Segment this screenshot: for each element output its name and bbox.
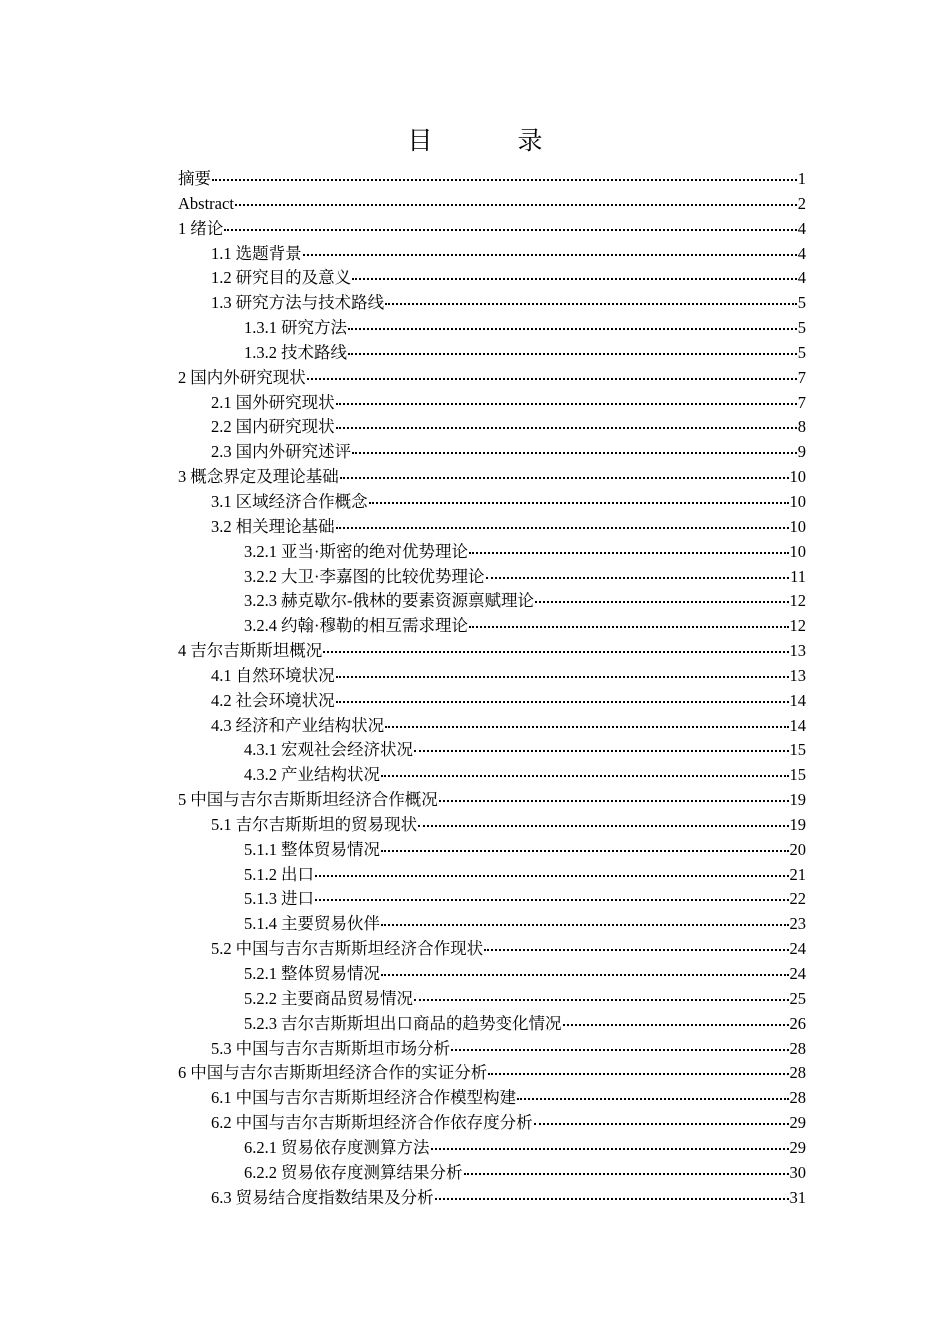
toc-entry-title: 主要贸易伙伴 — [281, 914, 380, 934]
toc-entry-number: 3.2.2 — [244, 566, 277, 586]
toc-dot-leader — [418, 825, 788, 827]
toc-entry-title: 主要商品贸易情况 — [281, 988, 413, 1008]
toc-page-number: 20 — [789, 839, 806, 859]
toc-entry[interactable] — [178, 937, 806, 962]
toc-entry[interactable] — [178, 565, 806, 590]
toc-entry[interactable] — [178, 863, 806, 888]
toc-dot-leader — [381, 924, 789, 926]
toc-entry[interactable] — [178, 639, 806, 664]
toc-dot-leader — [224, 229, 797, 231]
toc-entry[interactable] — [178, 167, 806, 192]
toc-page-number: 7 — [797, 392, 806, 412]
toc-entry-number: 1.1 — [211, 243, 232, 263]
toc-entry-title: 技术路线 — [281, 342, 347, 362]
toc-entry-title: 中国与吉尔吉斯斯坦经济合作概况 — [190, 790, 438, 810]
toc-page-number: 25 — [789, 988, 806, 1008]
toc-page-number: 14 — [789, 690, 806, 710]
toc-entry-number: 5.2.1 — [244, 964, 277, 983]
toc-entry[interactable] — [178, 838, 806, 863]
toc-page-number: 19 — [789, 814, 806, 834]
toc-entry-number: 5.2 — [211, 939, 232, 959]
toc-page-number: 10 — [789, 467, 806, 487]
toc-dot-leader — [336, 403, 797, 405]
toc-entry-title: 国外研究现状 — [235, 392, 335, 412]
toc-entry-title: 整体贸易情况 — [281, 964, 380, 983]
toc-dot-leader — [464, 1173, 789, 1175]
toc-dot-leader — [235, 204, 797, 206]
toc-dot-leader — [352, 278, 797, 280]
toc-entry-number: 5.2.3 — [244, 1013, 277, 1033]
toc-entry-title: 研究方法 — [281, 318, 347, 338]
toc-dot-leader — [323, 651, 788, 653]
toc-entry[interactable] — [178, 316, 806, 341]
toc-entry-title: 大卫·李嘉图的比较优势理论 — [281, 566, 485, 586]
toc-page-number: 29 — [789, 1137, 806, 1157]
page-title: 目 录 — [407, 128, 573, 155]
toc-dot-leader — [381, 974, 789, 976]
toc-entry[interactable] — [178, 341, 806, 366]
toc-dot-leader — [484, 949, 788, 951]
toc-entry[interactable] — [178, 664, 806, 689]
toc-page-number: 10 — [789, 516, 806, 536]
toc-page-number: 14 — [789, 715, 806, 735]
toc-dot-leader — [348, 353, 797, 355]
toc-entry-title: 研究目的及意义 — [235, 268, 352, 288]
toc-entry-number: 2.3 — [211, 442, 232, 462]
toc-entry-number: 4.2 — [211, 690, 232, 710]
toc-entry-title: 相关理论基础 — [235, 516, 335, 536]
toc-entry-number: 3.2 — [211, 516, 232, 536]
toc-page-number: 22 — [789, 889, 806, 909]
toc-entry-title: 整体贸易情况 — [281, 839, 380, 859]
toc-dot-leader — [385, 303, 797, 305]
toc-page-number: 24 — [789, 964, 806, 983]
toc-dot-leader — [488, 1073, 788, 1075]
toc-dot-leader — [307, 378, 797, 380]
toc-page-number: 10 — [789, 491, 806, 511]
toc-entry-number: 4 — [178, 641, 187, 661]
toc-page-number: 10 — [789, 541, 806, 561]
toc-page-number: 4 — [797, 218, 806, 238]
toc-dot-leader — [563, 1024, 789, 1026]
toc-entry-number: 1.2 — [211, 268, 232, 288]
toc-entry-number: 5 — [178, 790, 187, 810]
toc-entry-number: 5.1.4 — [244, 914, 277, 934]
toc-entry-title: 吉尔吉斯斯坦概况 — [190, 641, 323, 661]
toc-entry[interactable] — [178, 962, 806, 987]
toc-entry-number: 3 — [178, 467, 187, 487]
toc-entry-title: 中国与吉尔吉斯斯坦市场分析 — [235, 1038, 451, 1058]
toc-dot-leader — [336, 676, 789, 678]
toc-entry-title: 出口 — [281, 864, 314, 884]
toc-dot-leader — [303, 254, 797, 256]
toc-dot-leader — [451, 1049, 788, 1051]
toc-entry[interactable] — [178, 714, 806, 739]
toc-entry-number: 6.1 — [211, 1088, 232, 1108]
toc-entry[interactable] — [178, 912, 806, 937]
toc-entry[interactable] — [178, 1161, 806, 1186]
toc-entry[interactable] — [178, 1086, 806, 1111]
toc-entry-title: 国内研究现状 — [235, 417, 335, 437]
toc-entry-number: 5.2.2 — [244, 988, 277, 1008]
toc-page-number: 4 — [797, 268, 806, 288]
toc-page-number: 7 — [797, 367, 806, 387]
toc-entry[interactable] — [178, 987, 806, 1012]
toc-entry-title: 赫克歇尔-俄林的要素资源禀赋理论 — [281, 591, 534, 611]
toc-entry-title: 宏观社会经济状况 — [281, 740, 413, 760]
toc-dot-leader — [336, 427, 797, 429]
toc-entry[interactable] — [178, 788, 806, 813]
toc-page-number: 26 — [789, 1013, 806, 1033]
toc-entry-number: 2.1 — [211, 392, 232, 412]
toc-dot-leader — [315, 875, 789, 877]
toc-entry-title: 中国与吉尔吉斯斯坦经济合作依存度分析 — [235, 1113, 533, 1133]
toc-entry[interactable] — [178, 415, 806, 440]
toc-dot-leader — [517, 1098, 788, 1100]
toc-page-number: 12 — [789, 616, 806, 636]
toc-entry[interactable] — [178, 1111, 806, 1136]
toc-entry-number: 1 — [178, 218, 187, 238]
toc-page-number: 1 — [797, 169, 806, 188]
toc-page-number: 13 — [789, 641, 806, 661]
toc-dot-leader — [352, 452, 797, 454]
toc-entry-number: 5.3 — [211, 1038, 232, 1058]
toc-entry-number: 3.2.3 — [244, 591, 277, 611]
toc-page-number: 8 — [797, 417, 806, 437]
toc-dot-leader — [315, 899, 789, 901]
toc-entry-number: 6.2.1 — [244, 1137, 277, 1157]
toc-entry[interactable] — [178, 1037, 806, 1062]
toc-page-number: 30 — [789, 1162, 806, 1182]
toc-dot-leader — [469, 552, 789, 554]
toc-entry[interactable] — [178, 1136, 806, 1161]
toc-entry-title: 吉尔吉斯斯坦出口商品的趋势变化情况 — [281, 1013, 562, 1033]
toc-entry[interactable] — [178, 291, 806, 316]
toc-entry[interactable] — [178, 217, 806, 242]
toc-entry[interactable] — [178, 440, 806, 465]
toc-entry-title: 贸易依存度测算结果分析 — [281, 1162, 463, 1182]
toc-entry-title: 绪论 — [190, 218, 224, 238]
toc-page-number: 21 — [789, 864, 806, 884]
toc-page-number: 5 — [797, 293, 806, 313]
toc-entry-number: 5.1 — [211, 814, 232, 834]
toc-dot-leader — [534, 1123, 789, 1125]
toc-entry-title: 亚当·斯密的绝对优势理论 — [281, 541, 468, 561]
toc-entry-number: 4.3.2 — [244, 765, 277, 785]
toc-entry[interactable] — [178, 763, 806, 788]
toc-dot-leader — [414, 750, 789, 752]
toc-entry[interactable] — [178, 614, 806, 639]
toc-page-number: 15 — [789, 740, 806, 760]
toc-entry-number: 1.3 — [211, 293, 232, 313]
toc-entry[interactable] — [178, 366, 806, 391]
toc-dot-leader — [369, 502, 789, 504]
toc-page-number: 24 — [789, 939, 806, 959]
toc-entry-title: 国内外研究述评 — [235, 442, 352, 462]
toc-entry[interactable] — [178, 490, 806, 515]
toc-dot-leader — [535, 601, 789, 603]
toc-entry-number: 6 — [178, 1063, 187, 1083]
toc-entry[interactable] — [178, 242, 806, 267]
toc-dot-leader — [414, 999, 789, 1001]
toc-entry-title: 摘要 — [178, 169, 211, 188]
toc-page-number: 15 — [789, 765, 806, 785]
toc-dot-leader — [336, 527, 789, 529]
toc-entry[interactable] — [178, 1012, 806, 1037]
toc-page-number: 11 — [790, 566, 806, 586]
toc-entry[interactable] — [178, 813, 806, 838]
toc-entry[interactable] — [178, 738, 806, 763]
toc-entry-title: 国内外研究现状 — [190, 367, 306, 387]
toc-entry[interactable] — [178, 266, 806, 291]
toc-dot-leader — [439, 800, 789, 802]
toc-page-number: 31 — [789, 1187, 806, 1207]
toc-entry[interactable] — [178, 465, 806, 490]
toc-entry-number: 4.1 — [211, 665, 232, 685]
toc-entry-number: 1.3.2 — [244, 342, 277, 362]
toc-entry-number: 4.3.1 — [244, 740, 277, 760]
toc-entry-title: 进口 — [281, 889, 314, 909]
toc-entry[interactable] — [178, 192, 806, 217]
table-of-contents — [178, 167, 806, 1210]
toc-page-number: 28 — [789, 1038, 806, 1058]
toc-entry[interactable] — [178, 887, 806, 912]
toc-dot-leader — [385, 726, 788, 728]
toc-page-number: 5 — [797, 318, 806, 338]
toc-page-number: 28 — [789, 1088, 806, 1108]
toc-page-number: 4 — [797, 243, 806, 263]
toc-page-number: 12 — [789, 591, 806, 611]
toc-entry-title: 贸易结合度指数结果及分析 — [235, 1187, 434, 1207]
toc-dot-leader — [212, 179, 797, 181]
toc-entry-title: 区域经济合作概念 — [235, 491, 368, 511]
toc-page-number: 29 — [789, 1113, 806, 1133]
toc-page-number: 13 — [789, 665, 806, 685]
toc-dot-leader — [431, 1148, 789, 1150]
toc-entry-number: 3.1 — [211, 491, 232, 511]
toc-entry-title: 中国与吉尔吉斯斯坦经济合作模型构建 — [235, 1088, 517, 1108]
toc-entry[interactable] — [178, 589, 806, 614]
toc-entry-title: 吉尔吉斯斯坦的贸易现状 — [235, 814, 418, 834]
toc-entry[interactable] — [178, 689, 806, 714]
toc-page-number: 23 — [789, 914, 806, 934]
toc-entry-title: 中国与吉尔吉斯斯坦经济合作现状 — [235, 939, 484, 959]
toc-page-number: 5 — [797, 342, 806, 362]
toc-entry-number: 6.2 — [211, 1113, 232, 1133]
toc-entry-title: 产业结构状况 — [281, 765, 380, 785]
toc-dot-leader — [336, 701, 789, 703]
toc-entry-title: 中国与吉尔吉斯斯坦经济合作的实证分析 — [190, 1063, 488, 1083]
toc-page-number: 2 — [797, 193, 806, 213]
toc-entry[interactable] — [178, 540, 806, 565]
toc-entry-number: 3.2.1 — [244, 541, 277, 561]
toc-entry-title: 自然环境状况 — [235, 665, 335, 685]
toc-entry-title: 概念界定及理论基础 — [190, 467, 339, 487]
toc-dot-leader — [486, 577, 790, 579]
toc-dot-leader — [381, 850, 789, 852]
toc-entry[interactable] — [178, 1061, 806, 1086]
toc-entry-title: 研究方法与技术路线 — [235, 293, 385, 313]
toc-entry-number: 4.3 — [211, 715, 232, 735]
toc-entry-number: 5.1.2 — [244, 864, 277, 884]
toc-entry-number: 6.2.2 — [244, 1162, 277, 1182]
toc-dot-leader — [381, 775, 789, 777]
toc-page-number: 28 — [789, 1063, 806, 1083]
toc-dot-leader — [340, 477, 789, 479]
toc-entry-title: 选题背景 — [235, 243, 302, 263]
toc-entry-title: 约翰·穆勒的相互需求理论 — [281, 616, 468, 636]
toc-entry-title: Abstract — [178, 193, 234, 213]
toc-entry-title: 贸易依存度测算方法 — [281, 1137, 430, 1157]
toc-dot-leader — [348, 328, 797, 330]
toc-entry[interactable] — [178, 391, 806, 416]
toc-entry-number: 1.3.1 — [244, 318, 277, 338]
toc-entry-number: 6.3 — [211, 1187, 232, 1207]
toc-entry-number: 5.1.1 — [244, 839, 277, 859]
toc-entry-number: 2 — [178, 367, 187, 387]
toc-entry-number: 3.2.4 — [244, 616, 277, 636]
toc-dot-leader — [469, 626, 789, 628]
toc-page-number: 9 — [797, 442, 806, 462]
toc-entry-title: 社会环境状况 — [235, 690, 335, 710]
toc-entry-number: 5.1.3 — [244, 889, 277, 909]
toc-entry-title: 经济和产业结构状况 — [235, 715, 385, 735]
toc-entry[interactable] — [178, 515, 806, 540]
toc-page-number: 19 — [789, 790, 806, 810]
toc-entry-number: 2.2 — [211, 417, 232, 437]
toc-dot-leader — [435, 1198, 789, 1200]
toc-entry[interactable] — [178, 1186, 806, 1211]
